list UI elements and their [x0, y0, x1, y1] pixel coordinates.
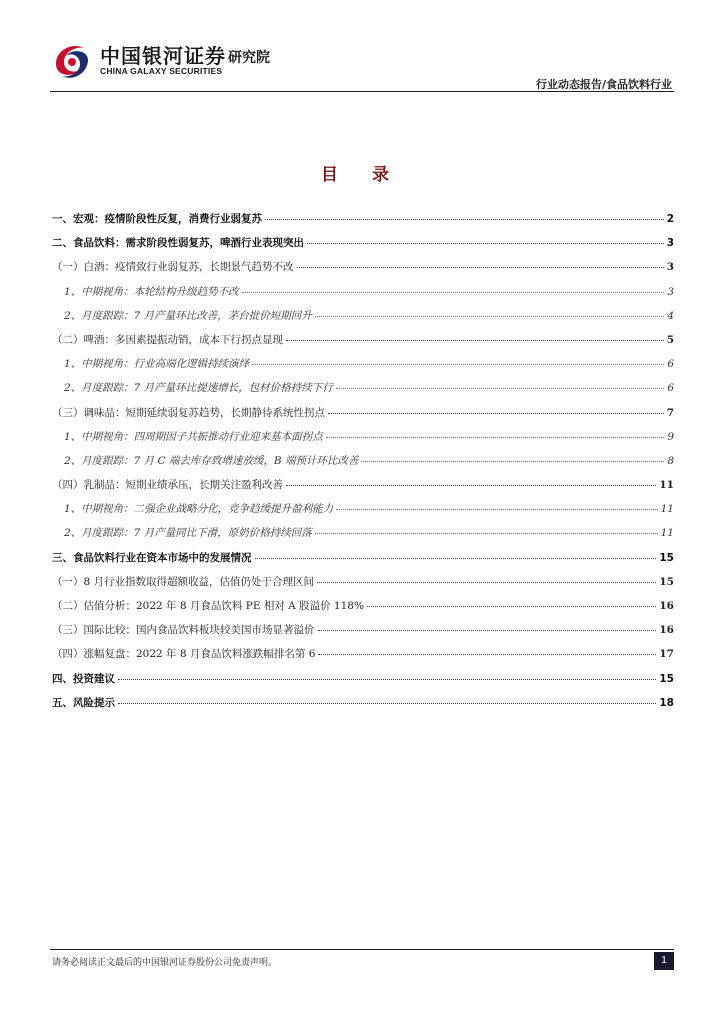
- toc-entry-title[interactable]: （二）啤酒：多因素提振动销，成本下行拐点显现: [52, 333, 283, 346]
- toc-entry[interactable]: [52, 601, 674, 625]
- toc-dot-leader: [336, 509, 657, 510]
- toc-entry[interactable]: [52, 528, 674, 552]
- toc-entry-page[interactable]: 15: [659, 672, 674, 685]
- footer-divider: [50, 949, 674, 950]
- toc-dot-leader: [252, 364, 664, 365]
- table-of-contents: [52, 214, 674, 722]
- toc-entry[interactable]: [52, 480, 674, 504]
- toc-entry[interactable]: [52, 456, 674, 480]
- toc-entry-page[interactable]: 16: [659, 600, 674, 612]
- toc-dot-leader: [315, 316, 665, 317]
- toc-entry-page[interactable]: 3: [666, 261, 674, 274]
- toc-dot-leader: [297, 267, 664, 268]
- toc-entry[interactable]: [52, 359, 674, 383]
- toc-entry-title[interactable]: 2、月度跟踪：7 月产量环比改善，茅台批价短期回升: [64, 309, 312, 322]
- toc-dot-leader: [361, 461, 664, 462]
- toc-entry-title[interactable]: （一）白酒：疫情致行业弱复苏，长期景气趋势不改: [52, 261, 294, 274]
- toc-entry[interactable]: [52, 238, 674, 262]
- toc-entry-page[interactable]: 17: [659, 648, 674, 661]
- brand-name-cn: 中国银河证券: [100, 44, 226, 68]
- toc-entry-page[interactable]: 9: [667, 430, 674, 443]
- toc-entry-title[interactable]: 2、月度跟踪：7 月 C 端去库存致增速放缓，B 端预计环比改善: [64, 454, 359, 467]
- toc-dot-leader: [317, 582, 656, 583]
- toc-entry[interactable]: [52, 504, 674, 528]
- toc-entry-page[interactable]: 7: [666, 406, 674, 419]
- toc-entry[interactable]: [52, 698, 674, 722]
- toc-entry-page[interactable]: 11: [660, 503, 674, 516]
- toc-dot-leader: [118, 703, 656, 704]
- toc-entry-title[interactable]: （三）调味品：短期延续弱复苏趋势，长期静待系统性拐点: [52, 406, 325, 419]
- toc-entry-page[interactable]: 11: [659, 479, 674, 492]
- toc-entry-title[interactable]: 二、食品饮料：需求阶段性弱复苏，啤酒行业表现突出: [52, 237, 304, 250]
- toc-entry[interactable]: [52, 553, 674, 577]
- toc-dot-leader: [286, 485, 656, 486]
- toc-entry-title[interactable]: 四、投资建议: [52, 672, 115, 685]
- toc-dot-leader: [328, 413, 664, 414]
- toc-entry-title[interactable]: 一、宏观：疫情阶段性反复，消费行业弱复苏: [52, 213, 262, 225]
- page-number: 1: [654, 952, 674, 970]
- brand-name-en: CHINA GALAXY SECURITIES: [100, 66, 223, 76]
- header-divider: [50, 91, 674, 92]
- toc-entry-title[interactable]: 1、中期视角：二强企业战略分化，竞争趋缓提升盈利能力: [64, 503, 334, 516]
- toc-entry-page[interactable]: 3: [667, 285, 674, 298]
- toc-entry-title[interactable]: 五、风险提示: [52, 696, 115, 709]
- toc-entry-page[interactable]: 6: [667, 382, 674, 395]
- toc-dot-leader: [255, 558, 657, 559]
- toc-entry[interactable]: [52, 625, 674, 649]
- toc-entry-title[interactable]: （二）估值分析：2022 年 8 月食品饮料 PE 相对 A 股溢价 118%: [52, 600, 364, 612]
- toc-entry-page[interactable]: 2: [666, 213, 674, 225]
- galaxy-logo-icon: [50, 40, 94, 84]
- toc-entry[interactable]: [52, 311, 674, 335]
- toc-dot-leader: [326, 437, 665, 438]
- toc-dot-leader: [265, 219, 664, 220]
- toc-entry[interactable]: [52, 649, 674, 673]
- toc-entry[interactable]: [52, 214, 674, 238]
- toc-entry-page[interactable]: 5: [666, 333, 674, 346]
- toc-entry-title[interactable]: （四）乳制品：短期业绩承压，长期关注盈利改善: [52, 479, 283, 492]
- toc-entry-title[interactable]: （三）国际比较：国内食品饮料板块较美国市场显著溢价: [52, 624, 315, 637]
- toc-dot-leader: [242, 292, 665, 293]
- toc-dot-leader: [118, 679, 656, 680]
- toc-entry-title[interactable]: 三、食品饮料行业在资本市场中的发展情况: [52, 551, 252, 564]
- report-type-label: 行业动态报告/食品饮料行业: [535, 78, 672, 91]
- footer-disclaimer: 请务必阅读正文最后的中国银河证券股份公司免责声明。: [52, 958, 278, 968]
- toc-entry-page[interactable]: 4: [667, 309, 674, 322]
- toc-entry-title[interactable]: 1、中期视角：行业高端化逻辑持续演绎: [64, 358, 250, 371]
- toc-entry-page[interactable]: 15: [659, 551, 674, 564]
- toc-entry-page[interactable]: 15: [659, 575, 674, 588]
- toc-entry-page[interactable]: 18: [659, 696, 674, 709]
- toc-dot-leader: [318, 630, 657, 631]
- toc-entry[interactable]: [52, 383, 674, 407]
- toc-dot-leader: [336, 388, 665, 389]
- toc-entry-title[interactable]: （一）8 月行业指数取得超额收益，估值仍处于合理区间: [52, 575, 315, 588]
- toc-entry-title[interactable]: 1、中期视角：本轮结构升级趋势不改: [64, 285, 239, 298]
- toc-dot-leader: [318, 654, 656, 655]
- toc-dot-leader: [367, 606, 656, 607]
- toc-dot-leader: [307, 243, 664, 244]
- toc-entry-page[interactable]: 16: [659, 624, 674, 637]
- toc-entry-title[interactable]: 1、中期视角：四周期因子共振推动行业迎来基本面拐点: [64, 430, 323, 443]
- page-header: [0, 0, 724, 110]
- toc-entry-page[interactable]: 11: [660, 527, 674, 540]
- toc-entry[interactable]: [52, 408, 674, 432]
- toc-dot-leader: [315, 533, 658, 534]
- toc-entry-page[interactable]: 6: [667, 358, 674, 371]
- toc-entry-title[interactable]: （四）涨幅复盘：2022 年 8 月食品饮料涨跌幅排名第 6: [52, 648, 316, 661]
- toc-entry-page[interactable]: 3: [666, 237, 674, 250]
- toc-entry-title[interactable]: 2、月度跟踪：7 月产量同比下滑，原奶价格持续回落: [64, 527, 312, 540]
- toc-title: 目 录: [321, 165, 403, 185]
- toc-entry[interactable]: [52, 262, 674, 286]
- toc-entry[interactable]: [52, 287, 674, 311]
- institute-label: 研究院: [228, 50, 270, 66]
- toc-entry[interactable]: [52, 674, 674, 698]
- toc-entry-page[interactable]: 8: [667, 454, 674, 467]
- toc-entry-title[interactable]: 2、月度跟踪：7 月产量环比提速增长，包材价格持续下行: [64, 382, 333, 395]
- toc-dot-leader: [286, 340, 664, 341]
- toc-entry[interactable]: [52, 432, 674, 456]
- toc-entry[interactable]: [52, 577, 674, 601]
- toc-entry[interactable]: [52, 335, 674, 359]
